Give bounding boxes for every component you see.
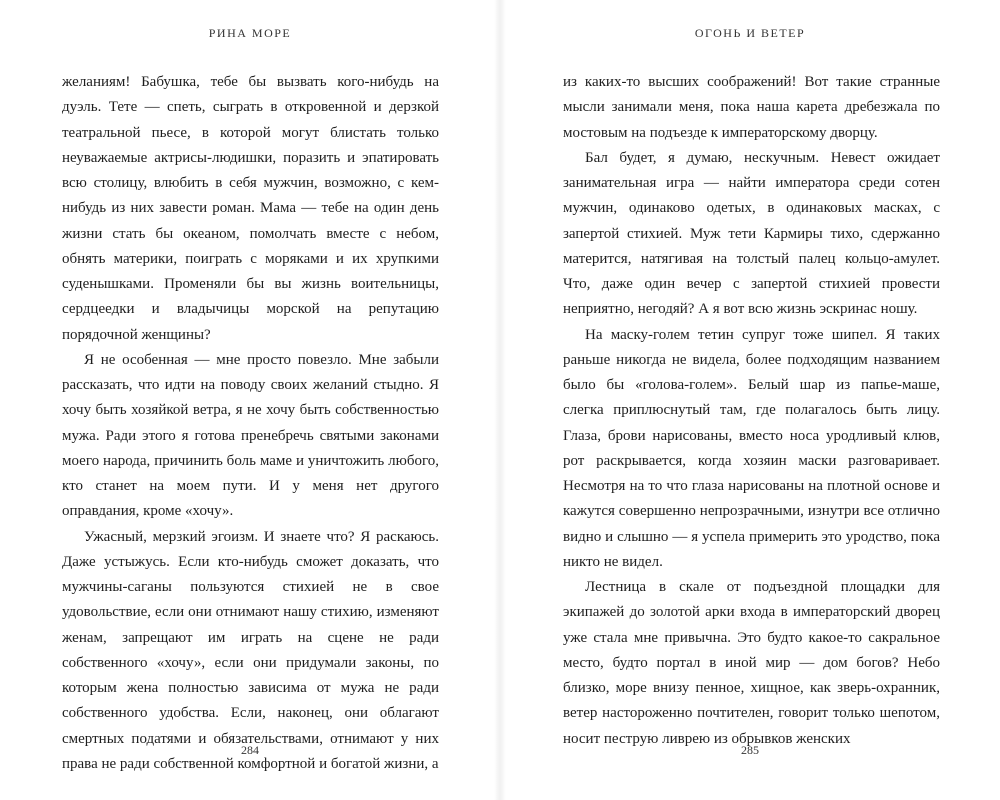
right-paragraph-3: На маску-голем тетин супруг тоже шипел. Я таких раньше никогда не видела, более подходящим названием было бы «голова-голем». Белый шар из папье-маше, слегка приплюснутый там, где полагалось быть лицу. Глаза, брови нарисованы, вместо носа уродливый клюв, рот раскрывается, когда хозяин маски разговаривает. Несмотря на то что глаза нарисованы на плотной основе и кажутся совершенно непрозрачными, изнутри все отлично видно и слышно — я успела примерить это уродство, пока никто не видел. bbox=[563, 326, 940, 570]
right-paragraph-4: Лестница в скале от подъездной площадки для экипажей до золотой арки входа в императорский дворец уже стала мне привычна. Это будто какое-то сакральное место, будто портал в иной мир — дом богов? Небо близко, море внизу пенное, хищное, как зверь-охранник, ветер настороженно почтителен, говорит только шепотом, носит пеструю ливрею из обрывков женских bbox=[563, 579, 940, 747]
right-page-number: 285 bbox=[741, 743, 759, 757]
right-running-head: ОГОНЬ И ВЕТЕР bbox=[694, 26, 806, 40]
left-page-number: 284 bbox=[241, 743, 259, 757]
left-running-head: РИНА МОРЕ bbox=[208, 26, 292, 40]
left-paragraph-3: Ужасный, мерзкий эгоизм. И знаете что? Я раскаюсь. Даже устыжусь. Если кто-нибудь сможет доказать, что мужчины-саганы пользуются стихией не в свое удовольствие, если они отнимают нашу стихию, изменяют женам, запрещают им играть на сцене не ради собственного «хочу», если они придумали законы, по которым жена полностью зависима от мужа не ради собственного удобства. Если, наконец, они облагают смертных податями и обязательствами, отнимают у них права не ради собственной комфортной и богатой жизни, а bbox=[62, 528, 439, 772]
right-page-text bbox=[563, 70, 940, 752]
left-page-text bbox=[62, 70, 439, 777]
book-gutter-shadow bbox=[494, 0, 506, 800]
left-paragraph-2: Я не особенная — мне просто повезло. Мне забыли рассказать, что идти на поводу своих желаний стыдно. Я хочу быть хозяйкой ветра, я не хочу быть собственностью мужа. Ради этого я готова пренебречь святыми законами моего народа, причинить боль маме и уничтожить любого, кто станет на моем пути. И у меня нет другого оправдания, кроме «хочу». bbox=[62, 351, 439, 520]
right-page bbox=[500, 0, 1000, 800]
left-paragraph-1: желаниям! Бабушка, тебе бы вызвать кого-нибудь на дуэль. Тете — спеть, сыграть в откровенной и дерзкой театральной пьесе, в которой могут блистать только неуважаемые актрисы-людишки, поразить и эпатировать всю столицу, влюбить в себя мужчин, возможно, с кем-нибудь из них завести роман. Мама — тебе на один день жизни стать бы океаном, помолчать вместе с небом, обнять материки, поиграть с моряками и их хрупкими суденышками. Променяли бы вы жизнь воительницы, сердцеедки и владычицы морской на репутацию порядочной женщины? bbox=[62, 74, 439, 343]
right-paragraph-1: из каких-то высших соображений! Вот такие странные мысли занимали меня, пока наша карета дребезжала по мостовым на подъезде к императорскому дворцу. bbox=[563, 74, 940, 141]
right-paragraph-2: Бал будет, я думаю, нескучным. Невест ожидает занимательная игра — найти императора среди сотен мужчин, одинаково одетых, в одинаковых масках, с запертой стихией. Муж тети Кармиры тихо, сдержанно матерится, натягивая на толстый палец кольцо-амулет. Что, даже один вечер с запертой стихией провести неприятно, негодяй? А я вот всю жизнь эскринас ношу. bbox=[563, 149, 940, 318]
